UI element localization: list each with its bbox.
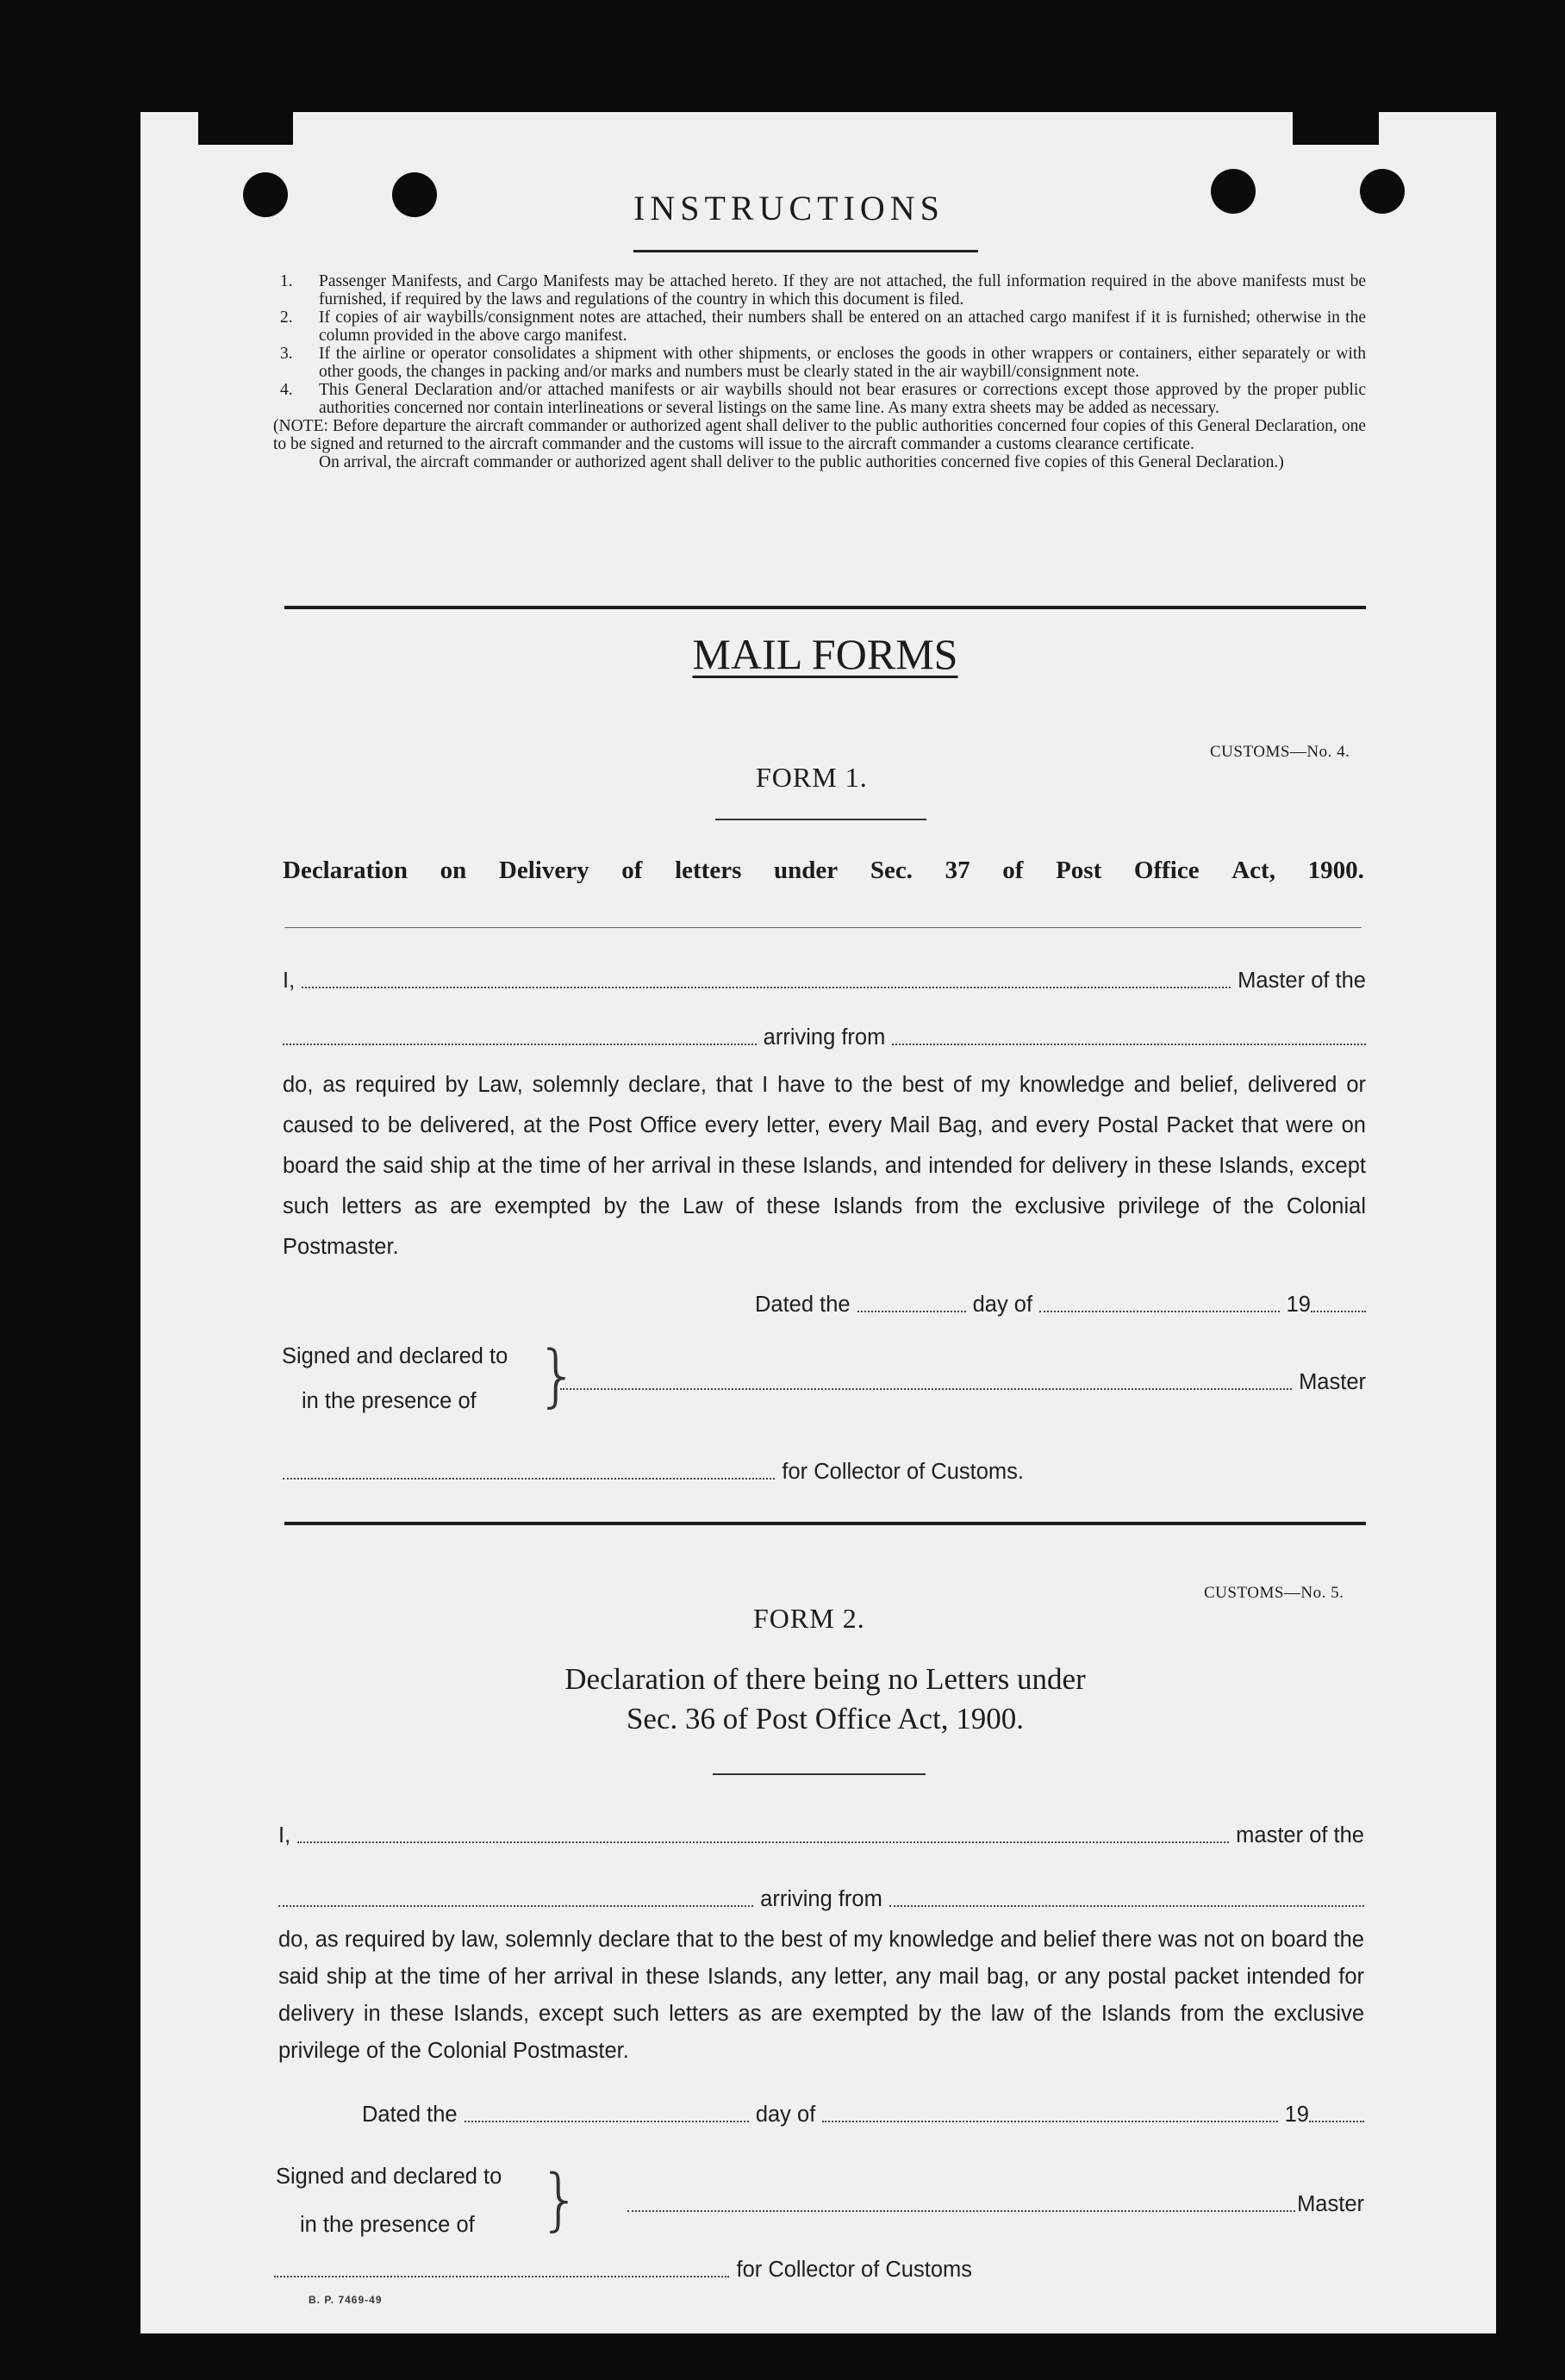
master-signature-field[interactable]	[627, 2200, 1295, 2212]
instruction-note-arrival: On arrival, the aircraft commander or authorized agent shall deliver to the public authorities concerned five copies of this General Declaration.)	[319, 453, 1284, 471]
date-day-field[interactable]	[465, 2110, 749, 2122]
arriving-from-label: arriving from	[760, 1887, 882, 1911]
heading-word: Declaration	[283, 857, 408, 884]
instruction-text: Passenger Manifests, and Cargo Manifests may be attached hereto. If they are not attached, the full information required in the above manifests must be furnished, if required by the laws and regulations of the country in which this document is filed.	[319, 272, 1366, 308]
section-divider	[284, 606, 1366, 609]
form-title: FORM 1.	[756, 762, 868, 793]
punch-hole-3	[1211, 169, 1256, 214]
punch-hole-1	[243, 172, 288, 217]
instructions-list	[273, 272, 1366, 471]
heading-word: Delivery	[498, 857, 589, 884]
dated-line	[362, 2103, 1364, 2128]
presence-label: in the presence of	[300, 2213, 475, 2237]
heading-word: Act,	[1231, 857, 1275, 884]
heading-line: Declaration of there being no Letters under	[564, 1662, 1086, 1696]
ship-name-field[interactable]	[278, 1895, 753, 1907]
line-suffix: Master of the	[1238, 969, 1366, 993]
punch-hole-2	[392, 172, 437, 217]
instructions-title: INSTRUCTIONS	[633, 189, 945, 227]
heading-word: of	[621, 857, 643, 884]
year-prefix: 19	[1286, 1293, 1311, 1317]
instruction-item	[280, 308, 1366, 345]
collector-signature-field[interactable]	[274, 2265, 729, 2277]
instruction-text: If the airline or operator consolidates a shipment with other shipments, or encloses the goods in other wrappers or containers, either separately or with other goods, the changes in packing and/or marks and numbers must be clearly stated in the air waybill/consignment note.	[319, 345, 1366, 381]
origin-port-field[interactable]	[892, 1033, 1366, 1045]
dated-the-label: Dated the	[755, 1293, 851, 1317]
collector-line	[274, 2258, 972, 2283]
instructions-underline	[633, 250, 978, 252]
collector-label: for Collector of Customs.	[782, 1460, 1024, 1484]
master-name-line	[283, 969, 1366, 994]
punch-hole-4	[1360, 169, 1405, 214]
instruction-number: 2.	[280, 308, 293, 327]
heading-word: Office	[1133, 857, 1200, 884]
heading-rule	[284, 927, 1362, 928]
collector-line	[283, 1460, 1024, 1485]
form-title: FORM 2.	[753, 1603, 865, 1634]
day-of-label: day of	[755, 2103, 816, 2127]
line-prefix: I,	[278, 1823, 291, 1847]
collector-label: for Collector of Customs	[736, 2258, 972, 2282]
date-day-field[interactable]	[857, 1300, 966, 1312]
arriving-from-label: arriving from	[763, 1025, 886, 1050]
heading-word: letters	[675, 857, 742, 884]
mail-forms-heading: MAIL FORMS	[692, 630, 958, 678]
master-label: Master	[1297, 2192, 1364, 2216]
heading-word: 1900.	[1307, 857, 1364, 884]
date-month-field[interactable]	[1039, 1300, 1280, 1312]
master-signature-line	[627, 2192, 1364, 2217]
instruction-item	[280, 272, 1366, 308]
instruction-number: 1.	[280, 272, 293, 290]
heading-word: of	[1002, 857, 1024, 884]
day-of-label: day of	[972, 1293, 1033, 1317]
origin-port-field[interactable]	[889, 1895, 1364, 1907]
brace-icon: }	[536, 1337, 579, 1415]
heading-word: on	[440, 857, 467, 884]
form1-declaration-text: do, as required by Law, solemnly declare, that I have to the best of my knowledge and belief, delivered or caused to be delivered, at the Post Office every letter, every Mail Bag, and every Postal Packet that were on board the said ship at the time of her arrival in these Islands, and intended for delivery in these Islands, except such letters as are exempted by the Law of these Islands from the exclusive privilege of the Colonial Postmaster.	[283, 1073, 1366, 1259]
form-title-underline	[715, 819, 926, 820]
heading-word: Sec.	[870, 857, 913, 884]
instruction-number: 3.	[280, 345, 293, 363]
collector-signature-field[interactable]	[283, 1467, 775, 1480]
master-label: Master	[1299, 1370, 1366, 1394]
form1-declaration-heading	[283, 857, 1364, 885]
master-signature-field[interactable]	[560, 1378, 1292, 1390]
customs-number: CUSTOMS—No. 4.	[1210, 743, 1350, 761]
dated-the-label: Dated the	[362, 2103, 458, 2127]
date-year-field[interactable]	[1309, 2110, 1364, 2122]
form-divider	[284, 1522, 1366, 1525]
instruction-note: (NOTE: Before departure the aircraft commander or authorized agent shall deliver to the public authorities concerned four copies of this General Declaration, one to be signed and returned to the aircraft commander and the customs will issue to the aircraft commander a customs clearance certificate.	[273, 417, 1366, 453]
master-signature-line	[560, 1370, 1366, 1395]
master-name-field[interactable]	[302, 976, 1231, 988]
instruction-text: This General Declaration and/or attached manifests or air waybills should not bear erasures or corrections except those approved by the proper public authorities concerned nor contain interlineations or several listings on the same line. As many extra sheets may be added as necessary.	[319, 381, 1366, 417]
form-title-underline	[713, 1773, 926, 1775]
instruction-number: 4.	[280, 381, 293, 399]
master-name-line	[278, 1823, 1364, 1848]
heading-word: under	[774, 857, 839, 884]
ship-name-field[interactable]	[283, 1033, 757, 1045]
instruction-item	[280, 381, 1366, 417]
print-code: B. P. 7469-49	[309, 2294, 383, 2306]
heading-line: Sec. 36 of Post Office Act, 1900.	[626, 1702, 1025, 1735]
instruction-item	[280, 345, 1366, 381]
binding-tab-right	[1293, 110, 1379, 145]
customs-number: CUSTOMS—No. 5.	[1204, 1584, 1344, 1602]
signed-label: Signed and declared to	[282, 1344, 508, 1368]
brace-icon: }	[539, 2161, 582, 2239]
dated-line	[755, 1293, 1366, 1318]
ship-arriving-line	[278, 1887, 1364, 1912]
form2-declaration-text: do, as required by law, solemnly declare that to the best of my knowledge and belief there was not on board the said ship at the time of her arrival in these Islands, any letter, any mail bag, or any postal packet intended for delivery in these Islands, except such letters as are exempted by the law of the Islands from the exclusive privilege of the Colonial Postmaster.	[278, 1928, 1364, 2063]
heading-word: 37	[945, 857, 970, 884]
line-suffix: master of the	[1236, 1823, 1364, 1847]
heading-word: Post	[1056, 857, 1102, 884]
instruction-text: If copies of air waybills/consignment notes are attached, their numbers shall be entered on an attached cargo manifest if it is furnished; otherwise in the column provided in the above cargo manifest.	[319, 308, 1366, 345]
date-year-field[interactable]	[1311, 1300, 1366, 1312]
date-month-field[interactable]	[822, 2110, 1277, 2122]
year-prefix: 19	[1284, 2103, 1309, 2127]
signed-label: Signed and declared to	[276, 2165, 502, 2189]
presence-label: in the presence of	[302, 1389, 477, 1413]
ship-arriving-line	[283, 1025, 1366, 1050]
form2-declaration-heading	[284, 1660, 1366, 1739]
line-prefix: I,	[283, 969, 296, 993]
binding-tab-left	[198, 110, 293, 145]
master-name-field[interactable]	[297, 1831, 1229, 1843]
